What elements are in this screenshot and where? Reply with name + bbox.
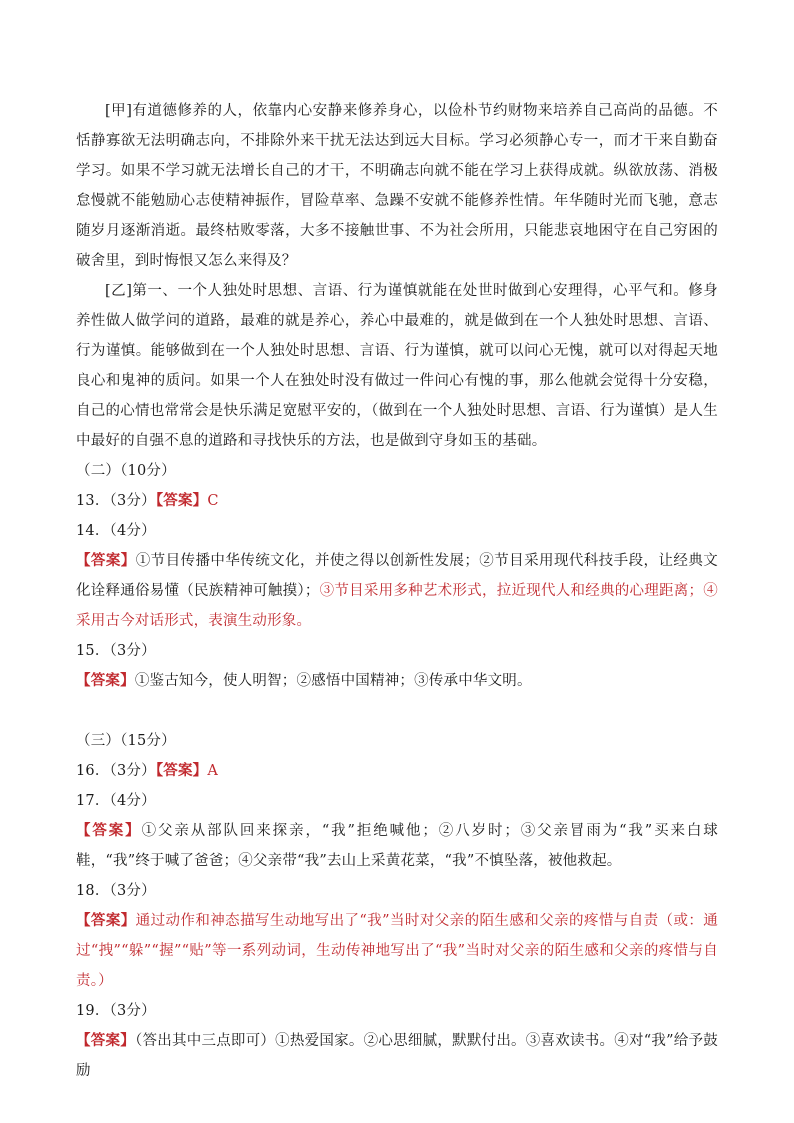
section3-header: （三）（15分） [76,733,176,749]
q19-answer-tag: 【答案】 [76,1032,135,1049]
q16-answer: A [207,763,219,779]
q15-number: 15．（3分） [76,643,156,659]
q16-line [76,756,718,786]
q16-number: 16．（3分） [76,763,156,779]
q16-answer-tag: 【答案】 [155,762,208,779]
q15-answer-tag: 【答案】 [76,672,135,689]
q19-number: 19．（3分） [76,1003,156,1019]
q15-answer [76,666,718,696]
document-content [76,96,718,1086]
passage-jia: [甲]有道德修养的人，依靠内心安静来修养身心，以俭朴节约财物来培养自己高尚的品德。不恬静寡欲无法明确志向，不排除外来干扰无法达到远大目标。学习必须静心专一，而才干来自勤奋学习。如果不学习就无法增长自己的才干，不明确志向就不能在学习上获得成就。纵欲放荡、消极怠慢就不能勉励心志使精神振作，冒险草率、急躁不安就不能修养性情。年华随时光而飞驰，意志随岁月逐渐消逝。最终枯败零落，大多不接触世事、不为社会所用，只能悲哀地困守在自己穷困的破舍里，到时悔恨又怎么来得及？ [76,103,718,269]
q18-answer-text: 通过动作和神态描写生动地写出了“我”当时对父亲的陌生感和父亲的疼惜与自责（或：通过“拽”“躲”“握”“贴”等一系列动词，生动传神地写出了“我”当时对父亲的陌生感和父亲的疼惜与自责。） [76,913,718,989]
q18-answer-tag: 【答案】 [76,912,136,929]
q14-answer-text1: ①节目传播中华传统文化，并使之得以创新性发展；②节目采用现代科技手段，让经典文化诠释通俗易懂（民族精神可触摸）； [76,553,718,599]
q13-answer-tag: 【答案】 [155,492,208,509]
q14-answer-text2: ③节目采用多种艺术形式，拉近现代人和经典的心理距离；④采用古今对话形式，表演生动形象。 [76,583,718,629]
q17-answer-text: ①父亲从部队回来探亲，“我”拒绝喊他；②八岁时；③父亲冒雨为“我”买来白球鞋，“我”终于喊了爸爸；④父亲带“我”去山上采黄花菜，“我”不慎坠落，被他救起。 [76,823,718,869]
section-spacer [76,696,718,726]
q19-answer [76,1026,718,1086]
q17-answer [76,816,718,876]
q18-answer [76,906,718,996]
q13-line [76,486,718,516]
q19-answer-text: （答出其中三点即可）①热爱国家。②心思细腻，默默付出。③喜欢读书。④对“我”给予鼓励 [76,1033,718,1079]
section2-header: （二）（10分） [76,463,176,479]
q14-answer-tag: 【答案】 [76,552,136,569]
q13-number: 13．（3分） [76,493,156,509]
passage-yi: [乙]第一、一个人独处时思想、言语、行为谨慎就能在处世时做到心安理得，心平气和。修身养性做人做学问的道路，最难的就是养心，养心中最难的，就是做到在一个人独处时思想、言语、行为谨慎。能够做到在一个人独处时思想、言语、行为谨慎，就可以问心无愧，就可以对得起天地良心和鬼神的质问。如果一个人在独处时没有做过一件问心有愧的事，那么他就会觉得十分安稳，自己的心情也常常会是快乐满足宽慰平安的，（做到在一个人独处时思想、言语、行为谨慎）是人生中最好的自强不息的道路和寻找快乐的方法，也是做到守身如玉的基础。 [76,283,718,449]
q14-answer [76,546,718,636]
q18-number: 18．（3分） [76,883,156,899]
q17-number: 17．（4分） [76,793,156,809]
q17-answer-tag: 【答案】 [76,822,142,839]
q13-answer: C [207,493,219,509]
q14-number: 14．（4分） [76,523,156,539]
q15-answer-text: ①鉴古知今，使人明智；②感悟中国精神；③传承中华文明。 [134,673,532,689]
